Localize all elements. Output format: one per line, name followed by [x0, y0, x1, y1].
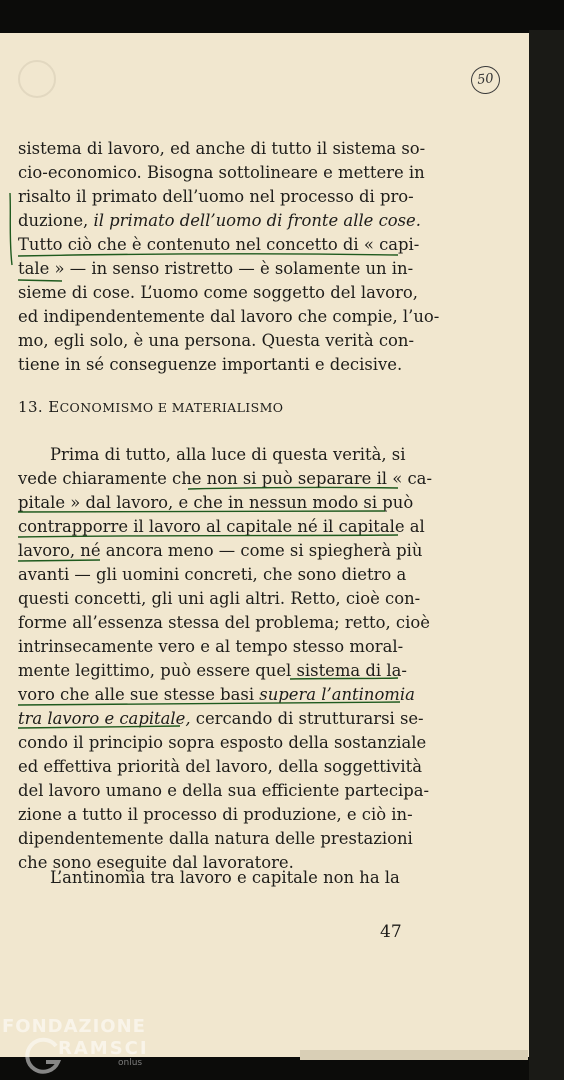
text-line: tale » — in senso ristretto — è solamente un in-	[18, 259, 414, 278]
watermark-foundation: FONDAZIONE	[2, 1016, 146, 1037]
text-line: ed effettiva priorità del lavoro, della soggettività	[18, 757, 422, 776]
text-line: cio-economico. Bisogna sottolineare e mettere in	[18, 163, 425, 182]
text-line: mente legittimo, può essere quel sistema di la-	[18, 661, 407, 680]
text-line: zione a tutto il processo di produzione, e ciò in-	[18, 805, 413, 824]
text-line: forme all’essenza stessa del problema; retto, cioè	[18, 613, 430, 632]
text-line: che sono eseguite dal lavoratore.	[18, 853, 294, 872]
faded-stamp	[18, 60, 56, 98]
text-line: questi concetti, gli uni agli altri. Retto, cioè con-	[18, 589, 421, 608]
page-edge	[300, 1050, 528, 1060]
text-line: sieme di cose. L’uomo come soggetto del lavoro,	[18, 283, 418, 302]
text-line: dipendentemente dalla natura delle prestazioni	[18, 829, 413, 848]
text-line: del lavoro umano e della sua efficiente partecipa-	[18, 781, 430, 800]
text-line: ed indipendentemente dal lavoro che compie, l’uo-	[18, 307, 440, 326]
text-line: duzione, il primato dell’uomo di fronte alle cose.	[18, 211, 421, 230]
italic-emphasis: il primato dell’uomo di fronte alle cose.	[93, 211, 421, 230]
text-line: vede chiaramente che non si può separare il « ca-	[18, 469, 432, 488]
text-line: mo, egli solo, è una persona. Questa verità con-	[18, 331, 415, 350]
watermark-gramsci: RAMSCI	[58, 1038, 149, 1059]
page-number: 47	[380, 922, 402, 942]
text-line: L’antinomia tra lavoro e capitale non ha la	[50, 868, 400, 887]
text-line: lavoro, né ancora meno — come si spiegherà più	[18, 541, 423, 560]
italic-emphasis: supera l’antinomia	[259, 685, 415, 704]
text-line: avanti — gli uomini concreti, che sono dietro a	[18, 565, 407, 584]
text-line: contrapporre il lavoro al capitale né il capitale al	[18, 517, 425, 536]
text-line: sistema di lavoro, ed anche di tutto il sistema so-	[18, 139, 426, 158]
binding-edge	[529, 30, 564, 1080]
archive-folio-number: 50	[470, 65, 502, 96]
italic-emphasis: tra lavoro e capitale,	[18, 709, 191, 728]
text-line: voro che alle sue stesse basi supera l’antinomia	[18, 685, 415, 704]
text-line: Prima di tutto, alla luce di questa verità, si	[50, 445, 406, 464]
text-line: intrinsecamente vero e al tempo stesso moral-	[18, 637, 404, 656]
text-line: Tutto ciò che è contenuto nel concetto di « capi-	[18, 235, 420, 254]
text-line: tra lavoro e capitale, cercando di strutturarsi se-	[18, 709, 424, 728]
text-line: risalto il primato dell’uomo nel processo di pro-	[18, 187, 414, 206]
text-line: pitale » dal lavoro, e che in nessun modo si può	[18, 493, 414, 512]
watermark-onlus: onlus	[118, 1058, 143, 1068]
section-heading: 13. ECONOMISMO E MATERIALISMO	[18, 398, 284, 416]
text-line: tiene in sé conseguenze importanti e decisive.	[18, 355, 403, 374]
text-line: condo il principio sopra esposto della sostanziale	[18, 733, 427, 752]
